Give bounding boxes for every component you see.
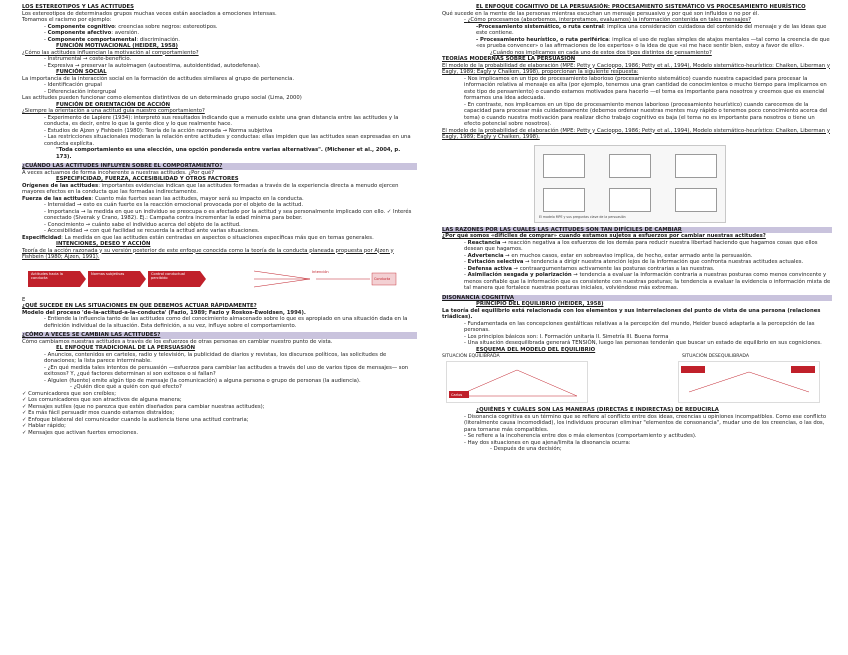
- text-run: : La medida en que las actitudes están centradas en aspectos o situaciones específicas más que en temas generales.: [61, 234, 374, 241]
- balanced-panel: [446, 361, 588, 403]
- text-line: El modelo de la probabilidad de elaboración (MPE: Petty y Cacioppo, 1986; Petty et al., 1994), Modelo sistemático-heurístico: Chaiken, Liberman y Eagly, 1989; Eagly y Chaiken, 1998).: [442, 127, 830, 140]
- figure-box: [675, 154, 717, 178]
- balanced-label: SITUACIÓN EQUILIBRADA: [442, 354, 500, 359]
- text-line: ¿CÓMO A VECES SE CAMBIAN LAS ACTITUDES?: [22, 332, 417, 339]
- right-text-blocks-2: [442, 227, 832, 354]
- text-line: - En contraste, nos implicamos en un tipo de procesamiento menos laborioso (procesamiento heurístico) cuando carecemos de la capacidad para procesar más cuidadosamente (debemos ordenar nuestras mentes muy rápido o tenemos poco conocimiento acerca del tema) o cuando nuestra motivación para realizar dicho trabajo cognitivo es baja (el tema no es importante para nosotros o tiene un efecto potencial sobre nosotros).: [442, 102, 832, 128]
- text-run: → contraargumentamos activamente las posturas contrarias a las nuestras.: [511, 265, 715, 272]
- text-line: Modelo del proceso 'de-la-actitud-a-la-conducta' (Fazio, 1989; Fazio y Roskos-Ewoldsen, 1994).: [22, 309, 306, 316]
- bold-term: Especificidad: [22, 234, 62, 241]
- node-tag: [791, 366, 815, 373]
- text-run: : implica una consideración cuidadosa del contenido del mensaje y de las ideas que este contiene.: [476, 23, 827, 36]
- bold-term: Evitación selectiva: [467, 259, 524, 265]
- bold-term: Defensa activa: [467, 265, 512, 272]
- text-run: : Cuanto más fuertes sean las actitudes, mayor será su impacto en la conducta.: [91, 195, 304, 202]
- text-line: ✓ Es más fácil persuadir mos cuando estamos distraídos;: [22, 410, 175, 416]
- bold-term: - Procesamiento heurístico, o ruta periférica: [476, 36, 609, 43]
- text-line: - ¿En qué medida tales intentos de persuasión —esfuerzos para cambiar las actitudes a través del uso de varios tipos de mensajes— son exitosos? Y, ¿qué factores determinan si son exitosos o si fallan?: [22, 365, 417, 378]
- text-line: Tomamos el racismo por ejemplo:: [22, 17, 112, 23]
- text-line: - Hay dos situaciones en que ajena/limita la disonancia ocurra:: [442, 440, 832, 447]
- text-line: - Diferenciación intergrupal: [22, 89, 417, 96]
- balance-model-figure: [442, 355, 832, 401]
- text-line: EL ENFOQUE COGNITIVO DE LA PERSUASIÓN: PROCESAMIENTO SISTEMÁTICO VS PROCESAMIENTO HEURÍSTICO: [476, 4, 806, 10]
- text-line: ¿QUÉ SUCEDE EN LAS SITUACIONES EN QUE DEBEMOS ACTUAR RÁPIDAMENTE?: [22, 303, 257, 309]
- text-line: ¿Siempre la orientación a una actitud guía nuestro comportamiento?: [22, 108, 205, 114]
- text-line: LAS RAZONES POR LAS CUALES LAS ACTITUDES SON TAN DIFÍCILES DE CAMBIAR: [442, 227, 832, 234]
- text-line: - Los principios básicos son: I. Formación unitaria II. Simetría III. Buena forma: [442, 334, 832, 341]
- figure-box: [675, 188, 717, 212]
- text-line: E: [22, 296, 26, 303]
- text-line: - Una situación desequilibrada generará TENSIÓN, luego las personas tenderán que buscar un estado de equilibrio en sus cogniciones.: [442, 340, 832, 347]
- text-line: "Toda comportamiento es una elección, una opción ponderada entre varias alternativas". (Michener et al., 2004, p. 173).: [56, 147, 401, 160]
- text-line: FUNCIÓN DE ORIENTACIÓN DE ACCIÓN: [56, 101, 171, 108]
- text-line: - Entiende la influencia tanto de las actitudes como del conocimiento almacenado sobre lo que es apropiado en una situación dada en la definición individual de la situación. Esta definición, a su vez, influye sobre el comportamiento.: [22, 316, 417, 329]
- flow-box-control: Control conductual percibido: [148, 271, 200, 287]
- text-line: - Las restricciones situacionales moderan la relación entre actitudes y conductas: ellas impiden que las actitudes sean expresadas en una conducta explícita.: [22, 134, 417, 147]
- text-run: → tendencia a evaluar la información contraria a nuestras posturas como menos convincente y menos confiable que la información que es consistente con nuestras posturas; la tendencia a evaluar la evidencia o información mixta de tal manera que fortalece nuestras posturas iniciales, volviéndose más extremas.: [464, 272, 831, 291]
- text-line: - ¿Cómo procesamos (absorbemos, interpretamos, evaluamos) la información contenida en tales mensajes?: [442, 17, 832, 24]
- unbalanced-panel: [678, 361, 820, 403]
- flow-box-attitudes: Actitudes hacia la conducta: [28, 271, 80, 287]
- text-line: ✓ Hablar rápido;: [22, 423, 66, 429]
- text-line: Los estereotipos de determinados grupos muchas veces están asociados a emociones intensas.: [22, 10, 277, 17]
- text-line: El modelo de la probabilidad de elaboración (MPE: Petty y Cacioppo, 1986; Petty et al., 1994), Modelo sistemático-heurístico: Chaiken, Liberman y Eagly, 1989; Eagly y Chaiken, 1998), proporcionan la siguiente respuesta:: [442, 62, 830, 75]
- text-run: : aversión.: [111, 30, 140, 36]
- text-line: - Nos implicamos en un tipo de procesamiento laborioso (procesamiento sistemático) cuando nuestra capacidad para procesar la información relativa al mensaje es alta (por ejemplo, tenemos una gran cantidad de conocimientos o mucho tiempo para implicarnos en este tipo de pensamiento) o cuando estamos motivados para hacerlo —el tema es importante para nosotros y creemos que es esencial formarnos una idea adecuada.: [442, 76, 832, 102]
- text-line: - Identificación grupal: [22, 82, 417, 89]
- text-line: Cómo cambiamos nuestras actitudes a través de los esfuerzos de otras personas en cambiar nuestro punto de vista.: [22, 338, 333, 345]
- text-line: [442, 272, 832, 292]
- text-line: ¿CUÁNDO LAS ACTITUDES INFLUYEN SOBRE EL COMPORTAMIENTO?: [22, 163, 417, 170]
- text-line: ¿Por qué somos «difíciles de comprar» cuando estamos sujetos a esfuerzos por cambiar nuestras actitudes?: [442, 233, 766, 239]
- text-line: - Instrumental → coste-beneficio.: [22, 56, 417, 63]
- text-line: ¿QUIÉNES Y CUÁLES SON LAS MANERAS (DIRECTAS E INDIRECTAS) DE REDUCIRLA: [476, 407, 719, 413]
- left-text-blocks: [22, 4, 417, 261]
- text-line: Qué sucede en la mente de las personas mientras escuchan un mensaje persuasivo y por qué son influidos o no por él.: [442, 10, 760, 17]
- text-line: - Fundamentada en las concepciones gestálticas relativas a la percepción del mundo, Heider buscó adaptarla a la percepción de las personas.: [442, 321, 832, 334]
- flow-arrow: [140, 271, 146, 287]
- text-line: Las actitudes pueden funcionar como elementos distintivos de un determinado grupo social (Lima, 2000): [22, 95, 302, 101]
- text-line: - Alguien (fuente) emite algún tipo de mensaje (la comunicación) a alguna persona o grupo de personas (la audiencia).: [22, 378, 417, 385]
- bold-term: Componente afectivo: [47, 30, 112, 36]
- text-line: - Expresiva → preservar la autoimagen (autoestima, autoidentidad, autodefensa).: [22, 63, 417, 70]
- elaboration-model-figure: [534, 145, 726, 223]
- bold-term: Asimilación sesgada y polarización: [467, 272, 572, 278]
- text-line: LOS ESTEREOTIPOS Y LAS ACTITUDES: [22, 4, 134, 10]
- left-text-blocks-2: [22, 297, 417, 437]
- bold-term: Reactancia: [467, 239, 501, 246]
- node-tag: [681, 366, 705, 373]
- text-line: Teoría de la acción razonada y su versión posterior de este enfoque conocida como la teoría de la conducta planeada propuesta por Ajzen y Fishbein (1980; Ajzen, 1991).: [22, 247, 394, 260]
- right-column: [442, 4, 832, 453]
- text-line: - Disonancia cognitiva es un término que se refiere al conflicto entre dos ideas, creencias u opiniones incompatibles. Como ese conflicto (literalmente causa incomodidad), los individuos procuran eliminar "elementos de consonancia", mudar uno de los creencias, o las dos, para tornarse más compatibles.: [442, 414, 832, 434]
- text-line: FUNCIÓN MOTIVACIONAL (HEIDER, 1958): [56, 43, 178, 49]
- text-line: EL ENFOQUE TRADICIONAL DE LA PERSUASIÓN: [56, 345, 196, 351]
- figure-box: [543, 188, 585, 212]
- bold-term: Orígenes de las actitudes: [22, 182, 99, 189]
- text-line: La teoría del equilibrio está relacionada con los elementos y sus interrelaciones del punto de vista de una persona (relaciones triádicas).: [442, 307, 821, 320]
- text-run: : creencias sobre negros: estereotipos.: [114, 23, 218, 30]
- figure-box: [609, 154, 651, 178]
- bold-term: Componente comportamental: [47, 36, 137, 43]
- bold-term: Componente cognitivo: [47, 23, 115, 30]
- text-run: : discriminación.: [136, 36, 180, 43]
- unbalanced-label: SITUACIÓN DESEQUILIBRADA: [682, 354, 749, 359]
- text-line: ESPECIFICIDAD, FUERZA, ACCESIBILIDAD Y OTROS FACTORES: [56, 176, 239, 182]
- text-line: ✓ Mensajes sutiles (que no parezca que estén diseñados para cambiar nuestras actitudes);: [22, 403, 265, 410]
- text-line: ✓ Enfoque bilateral del comunicador cuando la audiencia tiene una actitud contraria;: [22, 416, 249, 423]
- planned-behavior-figure: [22, 267, 417, 293]
- text-line: ✓ Los comunicadores que son atractivos de alguna manera;: [22, 397, 182, 403]
- text-line: [442, 240, 832, 253]
- text-line: - Experimento de Lapiere (1934): interpretó sus resultados indicando que a menudo existe una gran distancia entre las actitudes y la conducta, es decir, entre lo que la gente dice y lo que realmente hace.: [22, 115, 417, 128]
- text-line: ✓ Comunicadores que son creíbles;: [22, 390, 116, 397]
- flow-box-norms: Normas subjetivas: [88, 271, 140, 287]
- text-line: - ¿Quién dice qué a quién con qué efecto?: [22, 384, 417, 391]
- text-line: TEORÍAS MODERNAS SOBRE LA PERSUASIÓN: [442, 56, 576, 62]
- intention-sketch: [250, 267, 400, 291]
- behavior-label: Conducta: [374, 276, 391, 281]
- text-line: PRINCIPIO DEL EQUILIBRIO (HEIDER, 1958): [476, 301, 604, 307]
- left-column: [22, 4, 417, 436]
- text-run: : importantes evidencias indican que las actitudes formadas a través de la experiencia directa a menudo ejercen mayores efectos en la conducta que las formadas indirectamente.: [22, 182, 399, 195]
- text-line: - Accesibilidad → con qué facilidad se recuerda la actitud ante varias situaciones.: [22, 228, 417, 235]
- text-line: - Intensidad → esto es cuán fuerte es la reacción emocional provocada por el objeto de la actitud.: [22, 202, 417, 209]
- text-line: ¿Cuándo nos implicamos en cada uno de estos dos tipos distintos de pensamiento?: [490, 49, 712, 56]
- text-run: : implica el uso de reglas simples de atajos mentales —tal como la creencia de que «es prueba convencer» o las afirmaciones de los expertos» o la idea de que «si me hace sentir bien, estoy a favor de ello».: [476, 36, 830, 49]
- text-line: - Anuncios, contenidos en carteles, radio y televisión, la publicidad de diarios y revistas, los discursos políticos, las solicitudes de donaciones; la lista parece interminable.: [22, 352, 417, 365]
- text-line: - Se refiere a la incoherencia entre dos o más elementos (comportamiento y actitudes).: [442, 433, 832, 440]
- right-text-blocks: [442, 4, 832, 141]
- text-line: ✓ Mensajes que activan fuertes emociones.: [22, 429, 139, 436]
- text-run: → reacción negativa a los esfuerzos de los demás para reducir nuestra libertad haciendo que hagamos cosas que ellos desean que hagamos.: [464, 239, 818, 252]
- text-line: La importancia de la interacción social en la formación de actitudes similares al grupo de pertenencia.: [22, 75, 295, 82]
- text-run: → tendencia a dirigir nuestra atención lejos de la información que confronta nuestras actitudes actuales.: [523, 259, 804, 265]
- text-line: [22, 183, 417, 196]
- right-text-blocks-3: [442, 407, 832, 453]
- intention-label: Intención: [312, 269, 329, 274]
- text-line: - Conocimiento → cuánto sabe el individuo acerca del objeto de la actitud.: [22, 222, 417, 229]
- text-line: - Importancia → la medida en que un individuo se preocupa o es afectado por la actitud y sea personalmente implicado con ello. ✓ Interés conectado (Siverak y Crano, 1982). Ej.: Campaña contra incrementar la edad mínima para beber.: [22, 209, 417, 222]
- text-line: - Después de una decisión;: [442, 446, 832, 453]
- text-line: DISONANCIA COGNITIVA: [442, 295, 832, 302]
- figure-box: [543, 154, 585, 178]
- node-label: Carlos: [451, 393, 463, 397]
- text-line: A veces actuamos de forma incoherente a nuestras actitudes. ¿Por qué?: [22, 169, 215, 176]
- text-line: - Estudios de Ajzen y Fishbein (1980): Teoría de la acción razonada → Norma subjetiva: [22, 128, 417, 135]
- figure-box: [609, 188, 651, 212]
- bold-term: -Procesamiento sistemático, o ruta central: [476, 23, 604, 30]
- bold-term: Fuerza de las actitudes: [22, 195, 92, 202]
- text-line: [442, 37, 832, 50]
- text-line: ESQUEMA DEL MODELO DEL EQUILIBRIO: [476, 346, 596, 353]
- flow-arrow: [80, 271, 86, 287]
- text-line: ¿Cómo las actitudes influencian la motivación al comportamiento?: [22, 49, 199, 56]
- text-run: → en muchos casos, estar en sobreaviso implica, de hecho, estar armado ante la persuasión.: [503, 252, 753, 259]
- bold-term: Advertencia: [467, 252, 504, 259]
- text-line: FUNCIÓN SOCIAL: [56, 69, 107, 75]
- flow-arrow: [200, 271, 206, 287]
- figure-caption: El modelo MPE y sus preguntas clave de la persuasión: [539, 215, 626, 219]
- text-line: INTENCIONES, DESEO Y ACCIÓN: [56, 241, 151, 247]
- text-line: [442, 24, 832, 37]
